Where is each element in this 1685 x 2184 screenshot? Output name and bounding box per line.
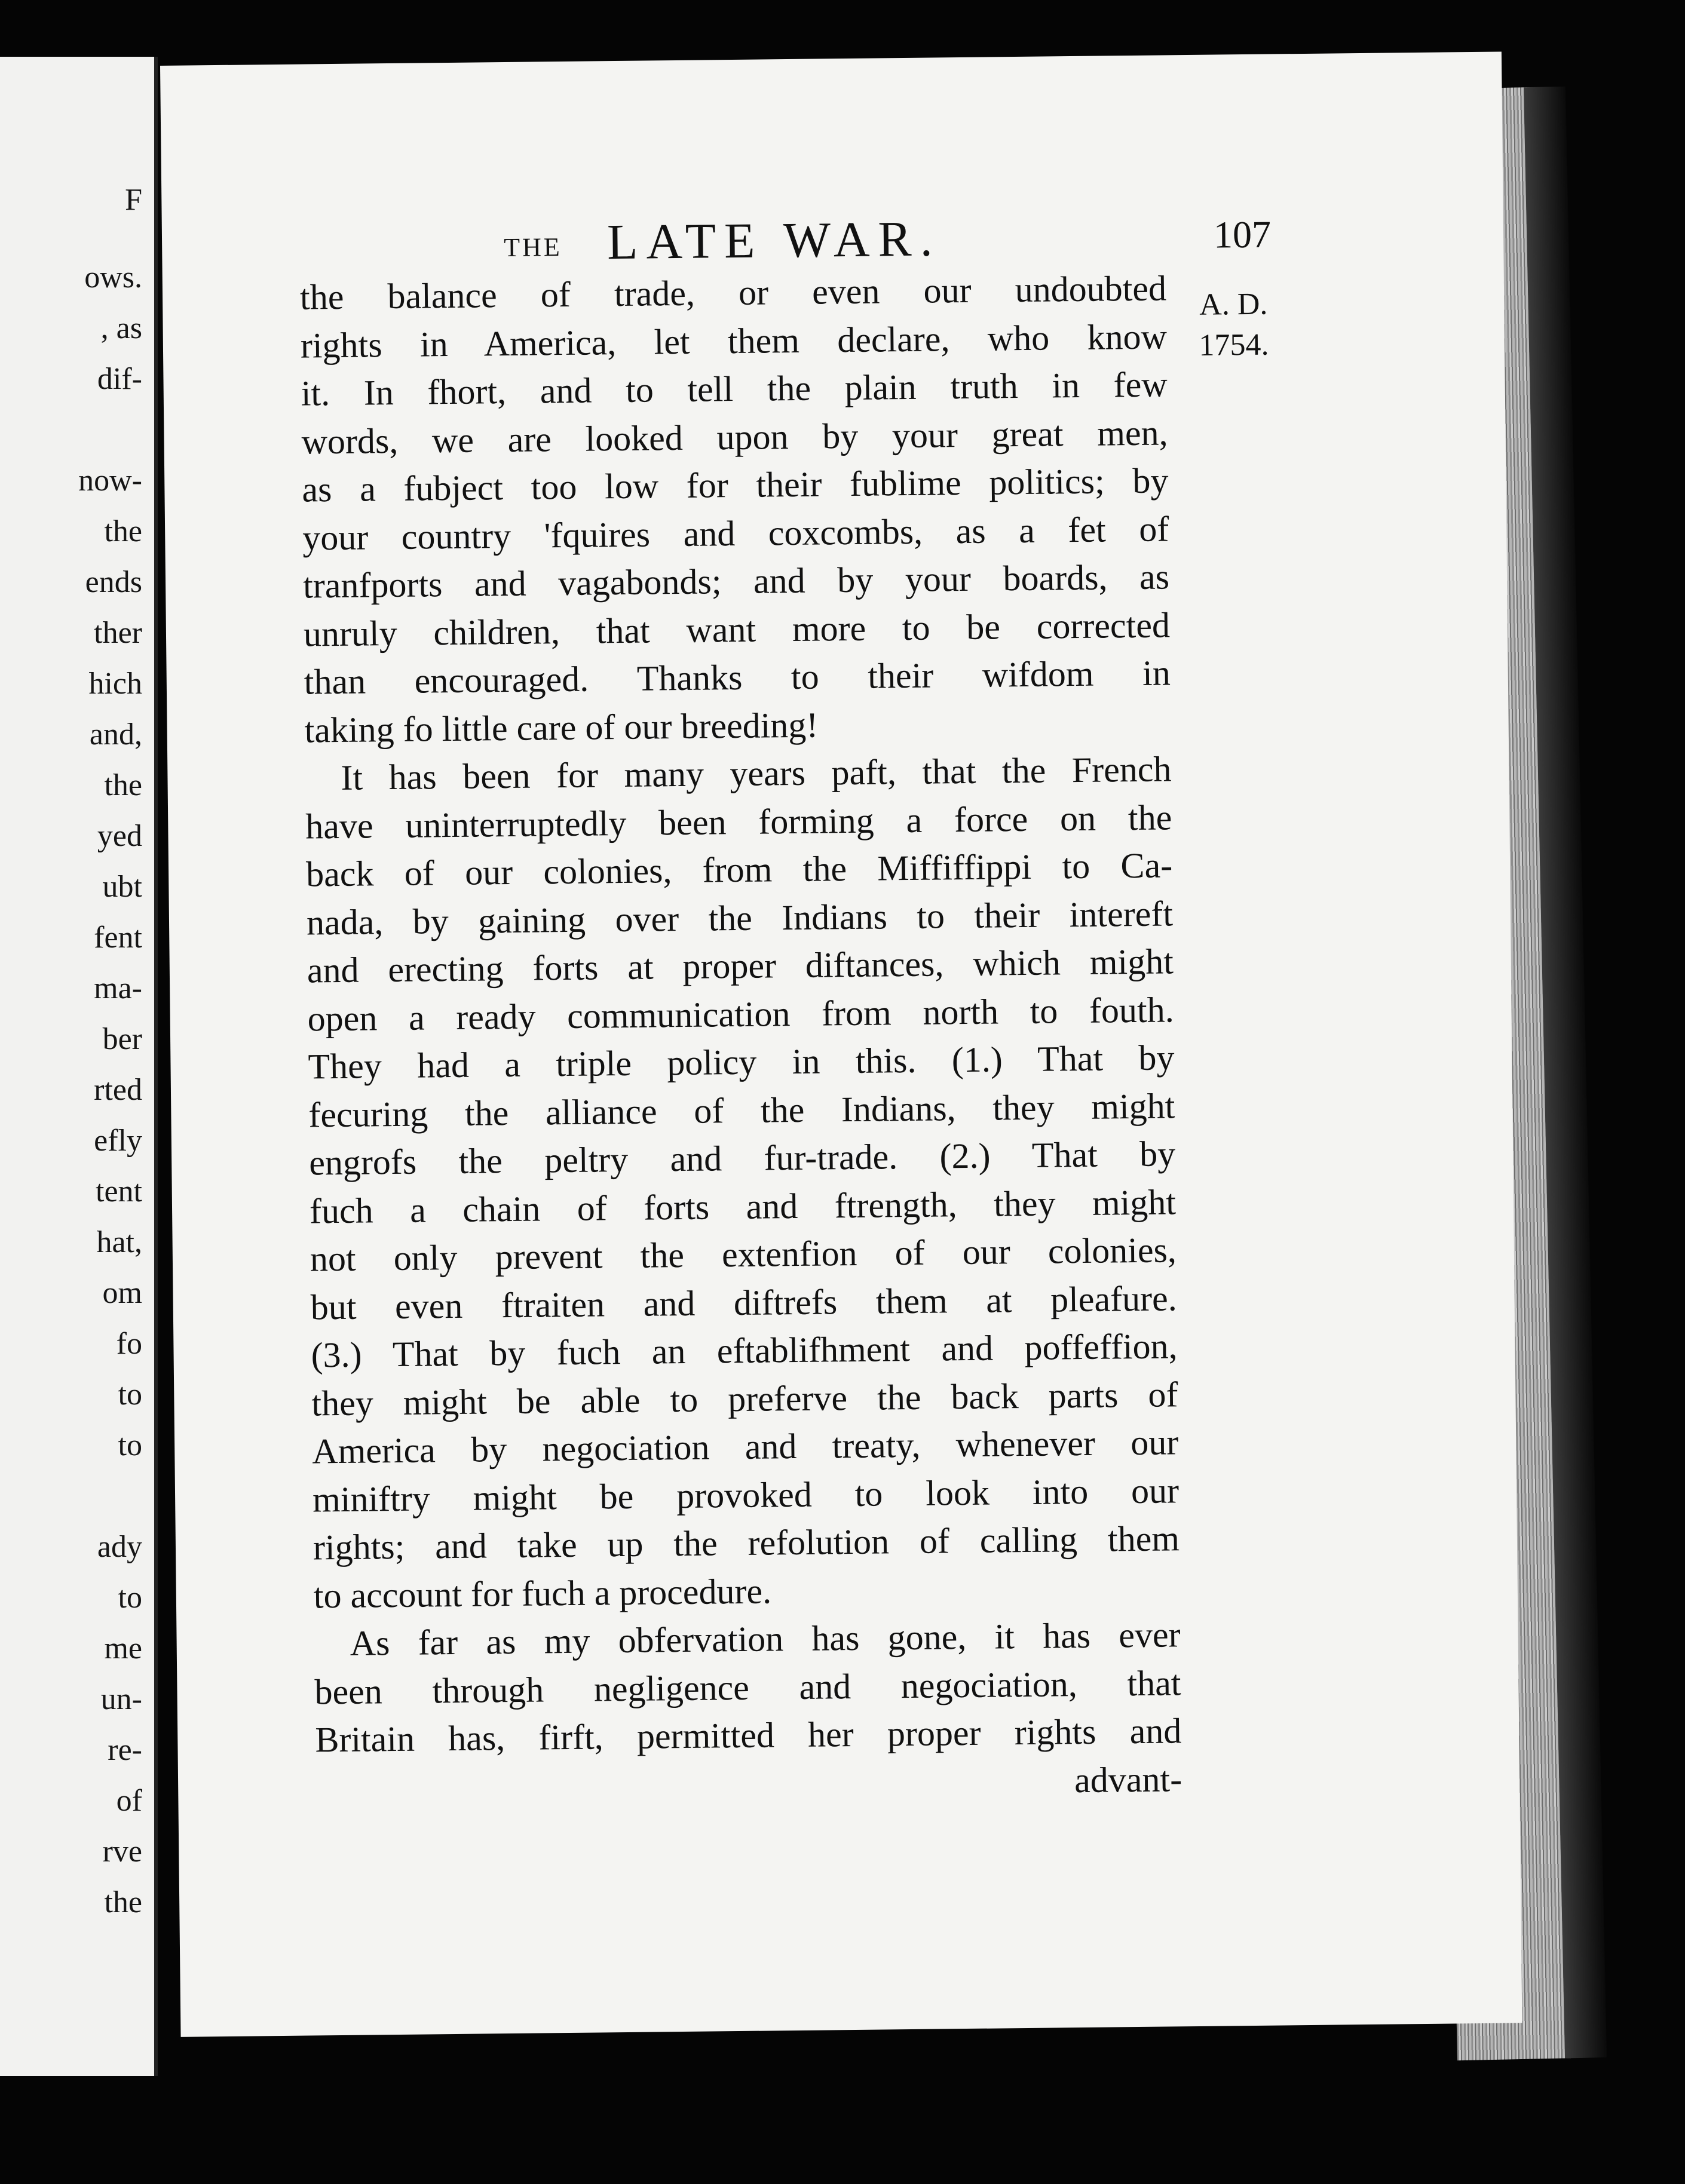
facing-page-fragment: the: [104, 1885, 142, 1919]
text-line: words, we are looked upon by your great men,: [301, 412, 1168, 462]
facing-page-fragment: ends: [85, 565, 142, 599]
facing-page-fragment: hat,: [96, 1225, 142, 1259]
facing-page-fragment: efly: [94, 1124, 142, 1158]
facing-page-fragment: rted: [94, 1073, 142, 1107]
text-line: back of our colonies, from the Miffiffippi to Ca-: [305, 845, 1173, 894]
facing-page-fragment: the: [104, 768, 142, 802]
facing-page: [0, 57, 158, 2076]
text-line: unruly children, that want more to be corrected: [303, 605, 1171, 654]
body-text: [300, 264, 1182, 1812]
text-line: than encouraged. Thanks to their wifdom in: [304, 653, 1171, 702]
paragraph: [314, 1611, 1181, 1764]
text-line: It has been for many years paft, that the French: [341, 749, 1172, 797]
facing-page-fragment: dif-: [97, 362, 142, 396]
facing-page-fragment: now-: [78, 464, 142, 498]
facing-page-fragment: om: [102, 1276, 142, 1310]
facing-page-fragment: re-: [108, 1733, 142, 1767]
text-line: open a ready communication from north to fouth.: [307, 989, 1174, 1039]
facing-page-fragment: me: [104, 1631, 142, 1665]
facing-page-fragment: hich: [88, 667, 142, 701]
text-line: rights; and take up the refolution of calling them: [313, 1519, 1180, 1568]
margin-date-note: [1185, 284, 1282, 366]
facing-page-fragment: the: [104, 514, 142, 548]
text-line: As far as my obfervation has gone, it has ever: [350, 1615, 1181, 1663]
text-line: rights in America, let them declare, who know: [300, 316, 1168, 366]
facing-page-fragment: , as: [100, 311, 142, 345]
facing-page-fragment: rve: [102, 1835, 142, 1869]
text-line: and erecting forts at proper diftances, which might: [307, 941, 1174, 990]
text-line: tranfports and vagabonds; and by your boards, as: [302, 557, 1170, 606]
text-line: fecuring the alliance of the Indians, they might: [308, 1085, 1175, 1134]
facing-page-fragment: ubt: [102, 870, 142, 904]
margin-note-line: 1754.: [1199, 327, 1269, 363]
text-line: not only prevent the extenfion of our colonies,: [310, 1230, 1177, 1279]
text-line: been through negligence and negociation, that: [314, 1662, 1181, 1711]
text-line: it. In fhort, and to tell the plain truth in few: [301, 364, 1168, 413]
running-header-title: LATE WAR.: [606, 211, 942, 271]
running-header-article: THE: [503, 232, 563, 262]
text-line: nada, by gaining over the Indians to their intereft: [306, 893, 1174, 943]
page-number: 107: [1213, 213, 1272, 256]
text-line: (3.) That by fuch an eftablifhment and poffeffion,: [311, 1326, 1178, 1375]
catchword: advant-: [1074, 1759, 1182, 1800]
book-page: [160, 51, 1522, 2036]
facing-page-fragment: ows.: [84, 260, 142, 295]
text-line: have uninterruptedly been forming a force on the: [305, 797, 1172, 846]
facing-page-fragment: of: [116, 1784, 142, 1818]
text-line: your country 'fquires and coxcombs, as a fet of: [302, 508, 1169, 558]
text-line: to account for fuch a procedure.: [313, 1570, 772, 1615]
facing-page-fragment: ma-: [94, 971, 142, 1005]
text-line: miniftry might be provoked to look into our: [312, 1470, 1180, 1519]
facing-page-fragment: F: [125, 183, 142, 217]
facing-page-fragment: ady: [97, 1530, 142, 1564]
facing-page-fragment: fo: [116, 1327, 142, 1361]
facing-page-fragment: to: [118, 1581, 142, 1615]
facing-page-fragment: ther: [94, 616, 142, 650]
facing-page-fragment: and,: [89, 717, 142, 751]
paragraph: [300, 264, 1171, 754]
margin-note-line: A. D.: [1199, 287, 1268, 322]
facing-page-fragment: fent: [94, 921, 142, 955]
text-line: engrofs the peltry and fur-trade. (2.) That by: [308, 1134, 1176, 1183]
facing-page-fragment: yed: [97, 819, 142, 853]
facing-page-fragment: to: [118, 1378, 142, 1412]
facing-page-fragment: ber: [102, 1022, 142, 1056]
text-line: they might be able to preferve the back parts of: [311, 1374, 1178, 1423]
facing-page-fragment: un-: [100, 1682, 142, 1716]
paragraph: [305, 745, 1180, 1619]
text-line: fuch a chain of forts and ftrength, they might: [309, 1182, 1177, 1231]
text-line: as a fubject too low for their fublime politics; by: [302, 461, 1169, 510]
facing-page-fragment: to: [118, 1428, 142, 1462]
facing-page-fragment: tent: [96, 1174, 142, 1208]
text-line: They had a triple policy in this. (1.) That by: [308, 1038, 1175, 1087]
text-line: but even ftraiten and diftrefs them at pleafure.: [310, 1278, 1178, 1327]
text-line: Britain has, firft, permitted her proper rights and: [315, 1711, 1182, 1760]
text-line: taking fo little care of our breeding!: [304, 705, 819, 750]
text-line: the balance of trade, or even our undoubted: [299, 268, 1167, 317]
text-line: America by negociation and treaty, whenever our: [311, 1422, 1179, 1471]
